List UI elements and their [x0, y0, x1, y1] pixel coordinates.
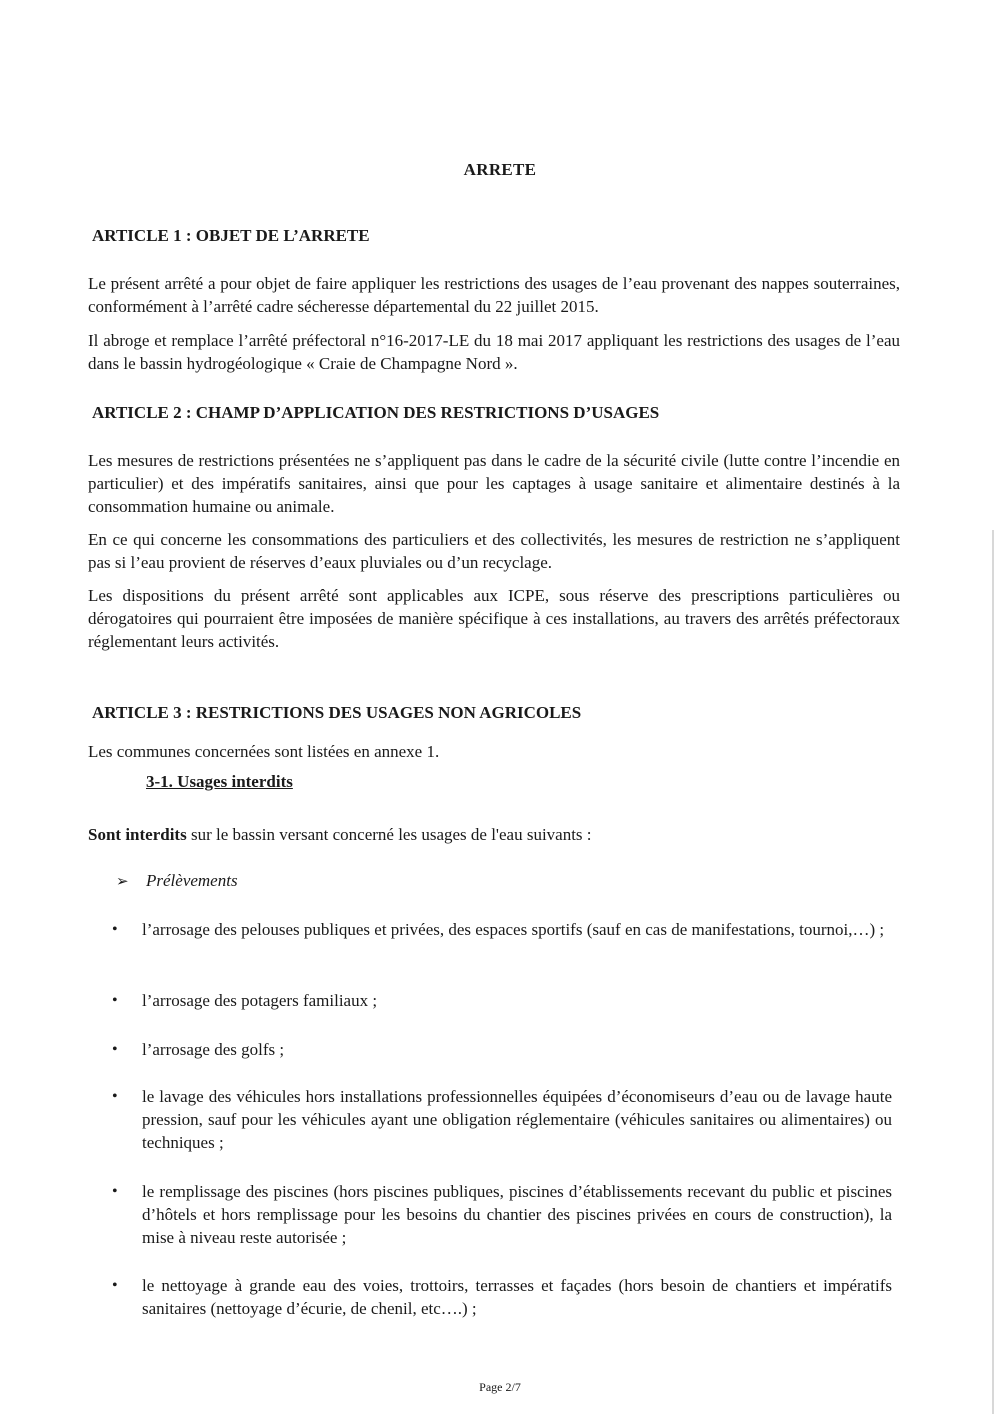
article-1-paragraph-2: Il abroge et remplace l’arrêté préfectoral n°16-2017-LE du 18 mai 2017 appliquant les restrictions des usages de l’eau dans le bassin hydrogéologique « Craie de Champagne Nord ».	[88, 331, 900, 373]
arrow-bullet-icon: ➢	[116, 874, 129, 890]
bullet-icon: •	[112, 992, 118, 1009]
article-3-heading: ARTICLE 3 : RESTRICTIONS DES USAGES NON AGRICOLES	[92, 703, 582, 722]
article-1-paragraph-1: Le présent arrêté a pour objet de faire appliquer les restrictions des usages de l’eau provenant des nappes souterraines, conformément à l’arrêté cadre sécheresse départemental du 22 juillet 2015.	[88, 274, 900, 316]
list-item	[112, 1274, 892, 1320]
article-2-heading: ARTICLE 2 : CHAMP D’APPLICATION DES RESTRICTIONS D’USAGES	[92, 403, 660, 422]
prelevements-heading	[116, 871, 238, 891]
bullet-icon: •	[112, 1183, 118, 1200]
bullet-icon: •	[112, 921, 118, 938]
bullet-icon: •	[112, 1041, 118, 1058]
list-item	[112, 1038, 892, 1061]
interdits-lead	[88, 823, 592, 846]
list-item-text: l’arrosage des potagers familiaux ;	[142, 991, 378, 1010]
list-item-text: le remplissage des piscines (hors piscines publiques, piscines d’établissements recevant du public et piscines d’hôtels et hors remplissage pour les besoins du chantier des piscines privées en cours de construction), la mise à niveau reste autorisée ;	[142, 1182, 892, 1247]
article-3-intro: Les communes concernées sont listées en annexe 1.	[88, 742, 440, 761]
document-title: ARRETE	[463, 160, 537, 179]
interdits-lead-rest: sur le bassin versant concerné les usages de l'eau suivants :	[186, 825, 592, 844]
article-2-paragraph-1: Les mesures de restrictions présentées ne s’appliquent pas dans le cadre de la sécurité civile (lutte contre l’incendie en particulier) et des impératifs sanitaires, ainsi que pour les captages à usage sanitaire et alimentaire destinés à la consommation humaine ou animale.	[88, 451, 900, 516]
interdits-lead-bold: Sont interdits	[88, 825, 187, 844]
article-1-heading: ARTICLE 1 : OBJET DE L’ARRETE	[92, 226, 370, 245]
list-item-text: le nettoyage à grande eau des voies, trottoirs, terrasses et façades (hors besoin de chantiers et impératifs sanitaires (nettoyage d’écurie, de chenil, etc….) ;	[142, 1276, 892, 1318]
list-item	[112, 989, 892, 1012]
page-number: Page 2/7	[479, 1380, 521, 1394]
list-item	[112, 1085, 892, 1154]
list-item-text: l’arrosage des pelouses publiques et privées, des espaces sportifs (sauf en cas de manifestations, tournoi,…) ;	[142, 920, 885, 939]
scan-edge-line	[992, 530, 994, 1414]
bullet-icon: •	[112, 1088, 118, 1105]
article-2-paragraph-3: Les dispositions du présent arrêté sont applicables aux ICPE, sous réserve des prescriptions particulières ou dérogatoires qui pourraient être imposées de manière spécifique à ces installations, au travers des arrêtés préfectoraux réglementant leurs activités.	[88, 586, 900, 651]
list-item-text: l’arrosage des golfs ;	[142, 1040, 285, 1059]
list-item-text: le lavage des véhicules hors installations professionnelles équipées d’économiseurs d’eau ou de lavage haute pression, sauf pour les véhicules ayant une obligation réglementaire (véhicules sanitaires ou alimentaires) ou techniques ;	[142, 1087, 892, 1152]
list-item	[112, 918, 892, 941]
prelevements-label: Prélèvements	[146, 871, 238, 890]
subsection-3-1-heading: 3-1. Usages interdits	[146, 772, 293, 791]
bullet-icon: •	[112, 1277, 118, 1294]
article-2-paragraph-2: En ce qui concerne les consommations des particuliers et des collectivités, les mesures de restriction ne s’appliquent pas si l’eau provient de réserves d’eaux pluviales ou d’un recyclage.	[88, 530, 900, 572]
list-item	[112, 1180, 892, 1249]
